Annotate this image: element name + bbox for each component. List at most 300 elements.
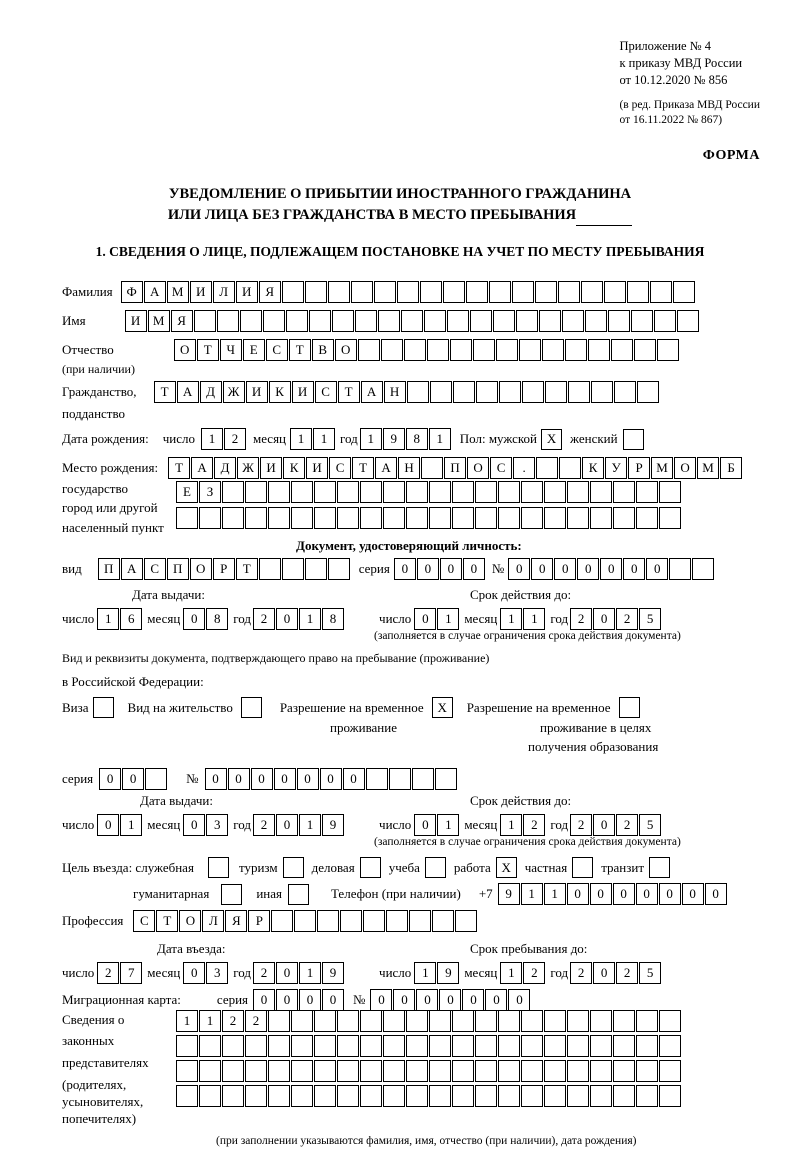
legal-row-2-cells-cell[interactable] [245,1035,267,1057]
stay-until-year-cells-cell[interactable]: 0 [593,962,615,984]
birth-day-cells[interactable] [201,428,247,450]
birthplace-city-cells-cell[interactable] [613,481,635,503]
legal-row-3-cells-cell[interactable] [245,1060,267,1082]
name-cells-cell[interactable] [493,310,515,332]
legal-row-1-cells-cell[interactable] [291,1010,313,1032]
legal-row-4-cells-cell[interactable] [199,1085,221,1107]
legal-row-2-cells-cell[interactable] [429,1035,451,1057]
surname-cells-cell[interactable] [558,281,580,303]
birthplace-state-cells-cell[interactable] [559,457,581,479]
doc-kind-cells-cell[interactable]: П [98,558,120,580]
doc-kind-cells-cell[interactable]: Т [236,558,258,580]
birthplace-city-cells-cell[interactable]: З [199,481,221,503]
stay-number-cells-cell[interactable] [389,768,411,790]
legal-row-4-cells-cell[interactable] [636,1085,658,1107]
stay-issue-year-cells-cell[interactable]: 0 [276,814,298,836]
doc-issue-day-cells-cell[interactable]: 6 [120,608,142,630]
patronymic-cells-cell[interactable] [611,339,633,361]
birthplace-city2-cells-cell[interactable] [521,507,543,529]
patronymic-cells-cell[interactable] [519,339,541,361]
doc-number-cells-cell[interactable]: 0 [508,558,530,580]
stay-valid-day-cells-cell[interactable]: 1 [437,814,459,836]
birthplace-city-cells-cell[interactable] [452,481,474,503]
phone-cells-cell[interactable]: 0 [613,883,635,905]
legal-row-4-cells-cell[interactable] [429,1085,451,1107]
patronymic-cells-cell[interactable] [473,339,495,361]
patronymic-cells-cell[interactable]: Т [289,339,311,361]
doc-kind-cells-cell[interactable]: Р [213,558,235,580]
citizenship-cells-cell[interactable]: А [361,381,383,403]
birthplace-city-cells-cell[interactable] [383,481,405,503]
citizenship-cells-cell[interactable] [614,381,636,403]
entry-month-cells-cell[interactable]: 3 [206,962,228,984]
visa-box[interactable] [93,697,114,718]
name-cells-cell[interactable] [447,310,469,332]
birthplace-city-cells-cell[interactable] [268,481,290,503]
name-cells-cell[interactable] [585,310,607,332]
phone-cells-cell[interactable]: 0 [705,883,727,905]
legal-row-4-cells-cell[interactable] [659,1085,681,1107]
legal-row-4-cells-cell[interactable] [176,1085,198,1107]
birthplace-city2-cells-cell[interactable] [636,507,658,529]
citizenship-cells-cell[interactable]: Т [338,381,360,403]
doc-issue-month-cells-cell[interactable]: 0 [183,608,205,630]
patronymic-cells-cell[interactable] [358,339,380,361]
name-cells-cell[interactable] [562,310,584,332]
stay-issue-year-cells-cell[interactable]: 9 [322,814,344,836]
legal-row-2-cells-cell[interactable] [314,1035,336,1057]
birth-day-cells-cell[interactable]: 1 [201,428,223,450]
legal-row-3-cells-cell[interactable] [544,1060,566,1082]
stay-valid-year-cells-cell[interactable]: 0 [593,814,615,836]
doc-valid-day-cells-cell[interactable]: 0 [414,608,436,630]
birthplace-state-cells-cell[interactable]: М [697,457,719,479]
birthplace-city2-cells-cell[interactable] [291,507,313,529]
mig-number-cells-cell[interactable]: 0 [393,989,415,1011]
legal-row-1-cells[interactable] [176,1010,682,1032]
legal-row-1-cells-cell[interactable] [521,1010,543,1032]
citizenship-cells-cell[interactable]: Т [154,381,176,403]
surname-cells-cell[interactable] [282,281,304,303]
legal-row-4-cells-cell[interactable] [314,1085,336,1107]
name-cells-cell[interactable] [217,310,239,332]
name-cells-cell[interactable] [263,310,285,332]
surname-cells-cell[interactable] [512,281,534,303]
citizenship-cells-cell[interactable]: Ж [223,381,245,403]
doc-number-cells-cell[interactable]: 0 [600,558,622,580]
patronymic-cells-cell[interactable] [496,339,518,361]
stay-valid-year-cells-cell[interactable]: 2 [616,814,638,836]
stay-number-cells[interactable] [205,768,458,790]
stay-issue-year-cells[interactable] [253,814,345,836]
legal-row-3-cells-cell[interactable] [360,1060,382,1082]
stay-series-cells-cell[interactable] [145,768,167,790]
temp-edu-box[interactable] [619,697,640,718]
surname-cells-cell[interactable] [374,281,396,303]
citizenship-cells-cell[interactable]: А [177,381,199,403]
birthplace-state-cells-cell[interactable]: К [582,457,604,479]
legal-row-1-cells-cell[interactable] [636,1010,658,1032]
profession-cells-cell[interactable] [363,910,385,932]
doc-issue-year-cells-cell[interactable]: 2 [253,608,275,630]
birthplace-city-cells-cell[interactable] [429,481,451,503]
entry-day-cells[interactable] [97,962,143,984]
stay-valid-year-cells-cell[interactable]: 2 [570,814,592,836]
surname-cells-cell[interactable] [397,281,419,303]
surname-cells-cell[interactable]: И [236,281,258,303]
legal-row-1-cells-cell[interactable]: 1 [199,1010,221,1032]
legal-row-2-cells[interactable] [176,1035,682,1057]
legal-row-3-cells-cell[interactable] [314,1060,336,1082]
legal-row-1-cells-cell[interactable] [613,1010,635,1032]
legal-row-3-cells-cell[interactable] [406,1060,428,1082]
surname-cells-cell[interactable] [581,281,603,303]
legal-row-1-cells-cell[interactable] [590,1010,612,1032]
phone-cells-cell[interactable]: 0 [567,883,589,905]
birthplace-city-cells-cell[interactable] [314,481,336,503]
mig-number-cells-cell[interactable]: 0 [370,989,392,1011]
entry-day-cells-cell[interactable]: 2 [97,962,119,984]
legal-row-3-cells-cell[interactable] [475,1060,497,1082]
citizenship-cells-cell[interactable] [591,381,613,403]
legal-row-1-cells-cell[interactable] [659,1010,681,1032]
birthplace-city2-cells-cell[interactable] [245,507,267,529]
doc-issue-day-cells-cell[interactable]: 1 [97,608,119,630]
profession-cells-cell[interactable]: Я [225,910,247,932]
legal-row-1-cells-cell[interactable] [337,1010,359,1032]
birthplace-state-cells-cell[interactable]: Т [168,457,190,479]
surname-cells-cell[interactable] [535,281,557,303]
doc-issue-month-cells-cell[interactable]: 8 [206,608,228,630]
birthplace-city2-cells-cell[interactable] [314,507,336,529]
doc-valid-year-cells-cell[interactable]: 0 [593,608,615,630]
birthplace-city2-cells-cell[interactable] [452,507,474,529]
sex-male-box[interactable]: Х [541,429,562,450]
legal-row-1-cells-cell[interactable] [475,1010,497,1032]
surname-cells-cell[interactable]: А [144,281,166,303]
surname-cells-cell[interactable] [305,281,327,303]
legal-row-4-cells-cell[interactable] [406,1085,428,1107]
birthplace-city2-cells-cell[interactable] [659,507,681,529]
birthplace-state-cells-cell[interactable]: У [605,457,627,479]
mig-number-cells-cell[interactable]: 0 [485,989,507,1011]
mig-number-cells-cell[interactable]: 0 [439,989,461,1011]
legal-row-1-cells-cell[interactable] [406,1010,428,1032]
birthplace-city2-cells-cell[interactable] [544,507,566,529]
legal-row-4-cells-cell[interactable] [521,1085,543,1107]
stay-valid-year-cells[interactable] [570,814,662,836]
birthplace-city2-cells-cell[interactable] [268,507,290,529]
stay-number-cells-cell[interactable]: 0 [274,768,296,790]
legal-row-4-cells-cell[interactable] [268,1085,290,1107]
surname-cells-cell[interactable]: И [190,281,212,303]
legal-row-4-cells-cell[interactable] [613,1085,635,1107]
doc-valid-day-cells-cell[interactable]: 1 [437,608,459,630]
birthplace-state-cells-cell[interactable]: Д [214,457,236,479]
birthplace-state-cells-cell[interactable]: И [260,457,282,479]
doc-issue-year-cells-cell[interactable]: 1 [299,608,321,630]
purpose-work-box[interactable]: Х [496,857,517,878]
doc-kind-cells-cell[interactable] [305,558,327,580]
profession-cells-cell[interactable] [317,910,339,932]
mig-number-cells-cell[interactable]: 0 [508,989,530,1011]
doc-issue-month-cells[interactable] [183,608,229,630]
citizenship-cells-cell[interactable]: Д [200,381,222,403]
name-cells-cell[interactable]: М [148,310,170,332]
phone-cells-cell[interactable]: 9 [498,883,520,905]
birthplace-state-cells-cell[interactable]: Р [628,457,650,479]
stay-until-year-cells-cell[interactable]: 2 [570,962,592,984]
legal-row-1-cells-cell[interactable] [314,1010,336,1032]
legal-row-4-cells-cell[interactable] [383,1085,405,1107]
citizenship-cells-cell[interactable] [407,381,429,403]
phone-cells-cell[interactable]: 0 [659,883,681,905]
mig-series-cells-cell[interactable]: 0 [322,989,344,1011]
legal-row-1-cells-cell[interactable] [429,1010,451,1032]
stay-valid-month-cells-cell[interactable]: 2 [523,814,545,836]
profession-cells-cell[interactable] [271,910,293,932]
legal-row-2-cells-cell[interactable] [544,1035,566,1057]
legal-row-4-cells-cell[interactable] [567,1085,589,1107]
birthplace-state-cells-cell[interactable]: Т [352,457,374,479]
legal-row-2-cells-cell[interactable] [636,1035,658,1057]
birthplace-city2-cells-cell[interactable] [475,507,497,529]
legal-row-3-cells-cell[interactable] [222,1060,244,1082]
stay-until-month-cells-cell[interactable]: 2 [523,962,545,984]
doc-kind-cells-cell[interactable] [282,558,304,580]
purpose-service-box[interactable] [208,857,229,878]
birthplace-city-cells-cell[interactable] [544,481,566,503]
mig-series-cells[interactable] [253,989,345,1011]
legal-row-1-cells-cell[interactable]: 1 [176,1010,198,1032]
birthplace-state-cells-cell[interactable]: А [375,457,397,479]
stay-valid-year-cells-cell[interactable]: 5 [639,814,661,836]
birth-year-cells-cell[interactable]: 1 [360,428,382,450]
stay-number-cells-cell[interactable]: 0 [251,768,273,790]
legal-row-3-cells-cell[interactable] [176,1060,198,1082]
surname-cells-cell[interactable]: Я [259,281,281,303]
doc-number-cells-cell[interactable]: 0 [554,558,576,580]
birthplace-city2-cells-cell[interactable] [613,507,635,529]
entry-year-cells-cell[interactable]: 9 [322,962,344,984]
legal-row-4-cells-cell[interactable] [452,1085,474,1107]
legal-row-1-cells-cell[interactable] [498,1010,520,1032]
surname-cells-cell[interactable] [673,281,695,303]
name-cells-cell[interactable] [654,310,676,332]
name-cells-cell[interactable] [516,310,538,332]
patronymic-cells-cell[interactable] [427,339,449,361]
legal-row-1-cells-cell[interactable]: 2 [245,1010,267,1032]
legal-row-3-cells-cell[interactable] [291,1060,313,1082]
birthplace-state-cells-cell[interactable]: Н [398,457,420,479]
doc-kind-cells-cell[interactable]: П [167,558,189,580]
purpose-other-box[interactable] [288,884,309,905]
legal-row-4-cells-cell[interactable] [590,1085,612,1107]
birthplace-city-cells-cell[interactable] [406,481,428,503]
surname-cells-cell[interactable] [466,281,488,303]
legal-row-2-cells-cell[interactable] [176,1035,198,1057]
patronymic-cells-cell[interactable] [542,339,564,361]
name-cells-cell[interactable] [355,310,377,332]
patronymic-cells-cell[interactable]: Е [243,339,265,361]
doc-number-cells-cell[interactable]: 0 [577,558,599,580]
doc-kind-cells-cell[interactable]: А [121,558,143,580]
birthplace-city-cells-cell[interactable] [291,481,313,503]
mig-number-cells-cell[interactable]: 0 [462,989,484,1011]
birthplace-state-cells-cell[interactable]: М [651,457,673,479]
profession-cells-cell[interactable] [294,910,316,932]
legal-row-1-cells-cell[interactable] [268,1010,290,1032]
birth-month-cells[interactable] [290,428,336,450]
doc-valid-year-cells-cell[interactable]: 5 [639,608,661,630]
legal-row-4-cells-cell[interactable] [291,1085,313,1107]
legal-row-2-cells-cell[interactable] [521,1035,543,1057]
stay-issue-day-cells-cell[interactable]: 0 [97,814,119,836]
birthplace-state-cells-cell[interactable] [421,457,443,479]
birthplace-city-cells-cell[interactable] [475,481,497,503]
legal-row-2-cells-cell[interactable] [406,1035,428,1057]
birth-month-cells-cell[interactable]: 1 [290,428,312,450]
doc-kind-cells-cell[interactable]: О [190,558,212,580]
patronymic-cells-cell[interactable] [381,339,403,361]
patronymic-cells-cell[interactable]: С [266,339,288,361]
stay-until-month-cells[interactable] [500,962,546,984]
name-cells-cell[interactable]: Я [171,310,193,332]
name-cells-cell[interactable] [378,310,400,332]
surname-cells-cell[interactable] [604,281,626,303]
legal-row-3-cells[interactable] [176,1060,682,1082]
doc-number-cells-cell[interactable] [669,558,691,580]
citizenship-cells-cell[interactable] [637,381,659,403]
birthplace-state-cells-cell[interactable]: О [467,457,489,479]
mig-series-cells-cell[interactable]: 0 [276,989,298,1011]
birthplace-state-cells-cell[interactable]: О [674,457,696,479]
purpose-business-box[interactable] [360,857,381,878]
name-cells[interactable] [125,310,700,332]
stay-number-cells-cell[interactable]: 0 [320,768,342,790]
birthplace-state-cells-cell[interactable] [536,457,558,479]
citizenship-cells[interactable] [154,381,660,403]
stay-series-cells-cell[interactable]: 0 [99,768,121,790]
birthplace-city2-cells-cell[interactable] [337,507,359,529]
legal-row-3-cells-cell[interactable] [498,1060,520,1082]
birthplace-city-cells-cell[interactable] [590,481,612,503]
legal-row-3-cells-cell[interactable] [268,1060,290,1082]
doc-valid-day-cells[interactable] [414,608,460,630]
birthplace-state-cells-cell[interactable]: Ж [237,457,259,479]
legal-row-1-cells-cell[interactable] [544,1010,566,1032]
name-cells-cell[interactable] [608,310,630,332]
legal-row-3-cells-cell[interactable] [521,1060,543,1082]
name-cells-cell[interactable] [631,310,653,332]
profession-cells-cell[interactable] [432,910,454,932]
phone-cells-cell[interactable]: 1 [521,883,543,905]
patronymic-cells[interactable] [174,339,680,361]
legal-row-3-cells-cell[interactable] [636,1060,658,1082]
legal-row-2-cells-cell[interactable] [567,1035,589,1057]
doc-issue-day-cells[interactable] [97,608,143,630]
birth-year-cells[interactable] [360,428,452,450]
name-cells-cell[interactable] [677,310,699,332]
mig-series-cells-cell[interactable]: 0 [299,989,321,1011]
doc-series-cells-cell[interactable]: 0 [463,558,485,580]
profession-cells-cell[interactable]: Л [202,910,224,932]
birthplace-city-cells-cell[interactable] [521,481,543,503]
stay-issue-day-cells-cell[interactable]: 1 [120,814,142,836]
birthplace-state-cells-cell[interactable]: И [306,457,328,479]
doc-series-cells[interactable] [394,558,486,580]
profession-cells-cell[interactable]: Р [248,910,270,932]
purpose-tourism-box[interactable] [283,857,304,878]
stay-series-cells[interactable] [99,768,168,790]
birthplace-city-cells-cell[interactable] [222,481,244,503]
legal-row-3-cells-cell[interactable] [429,1060,451,1082]
legal-row-1-cells-cell[interactable]: 2 [222,1010,244,1032]
legal-row-2-cells-cell[interactable] [337,1035,359,1057]
birthplace-city-cells-cell[interactable] [498,481,520,503]
legal-row-2-cells-cell[interactable] [659,1035,681,1057]
doc-kind-cells[interactable] [98,558,351,580]
patronymic-cells-cell[interactable]: Ч [220,339,242,361]
temp-res-box[interactable]: Х [432,697,453,718]
legal-row-2-cells-cell[interactable] [383,1035,405,1057]
profession-cells-cell[interactable] [409,910,431,932]
legal-row-2-cells-cell[interactable] [360,1035,382,1057]
mig-number-cells-cell[interactable]: 0 [416,989,438,1011]
entry-month-cells[interactable] [183,962,229,984]
stay-until-year-cells[interactable] [570,962,662,984]
legal-row-2-cells-cell[interactable] [590,1035,612,1057]
stay-until-day-cells-cell[interactable]: 1 [414,962,436,984]
legal-row-1-cells-cell[interactable] [567,1010,589,1032]
birthplace-city2-cells-cell[interactable] [429,507,451,529]
doc-valid-month-cells-cell[interactable]: 1 [500,608,522,630]
legal-row-1-cells-cell[interactable] [383,1010,405,1032]
citizenship-cells-cell[interactable] [545,381,567,403]
doc-valid-year-cells-cell[interactable]: 2 [616,608,638,630]
legal-row-2-cells-cell[interactable] [199,1035,221,1057]
stay-number-cells-cell[interactable]: 0 [297,768,319,790]
profession-cells-cell[interactable]: Т [156,910,178,932]
legal-row-2-cells-cell[interactable] [291,1035,313,1057]
name-cells-cell[interactable] [332,310,354,332]
residence-box[interactable] [241,697,262,718]
doc-valid-year-cells-cell[interactable]: 2 [570,608,592,630]
entry-year-cells-cell[interactable]: 2 [253,962,275,984]
surname-cells-cell[interactable] [489,281,511,303]
legal-row-4-cells-cell[interactable] [475,1085,497,1107]
stay-number-cells-cell[interactable]: 0 [228,768,250,790]
citizenship-cells-cell[interactable]: Н [384,381,406,403]
profession-cells-cell[interactable] [386,910,408,932]
birthplace-city-cells-cell[interactable]: Е [176,481,198,503]
birthplace-city2-cells-cell[interactable] [199,507,221,529]
doc-number-cells-cell[interactable] [692,558,714,580]
birthplace-city-cells-cell[interactable] [360,481,382,503]
profession-cells-cell[interactable] [340,910,362,932]
stay-number-cells-cell[interactable] [435,768,457,790]
doc-kind-cells-cell[interactable] [259,558,281,580]
surname-cells-cell[interactable]: Ф [121,281,143,303]
citizenship-cells-cell[interactable]: К [269,381,291,403]
purpose-transit-box[interactable] [649,857,670,878]
stay-issue-month-cells-cell[interactable]: 3 [206,814,228,836]
surname-cells-cell[interactable] [328,281,350,303]
legal-row-4-cells[interactable] [176,1085,682,1107]
legal-row-3-cells-cell[interactable] [452,1060,474,1082]
birthplace-city-cells-cell[interactable] [567,481,589,503]
birthplace-city2-cells-cell[interactable] [360,507,382,529]
